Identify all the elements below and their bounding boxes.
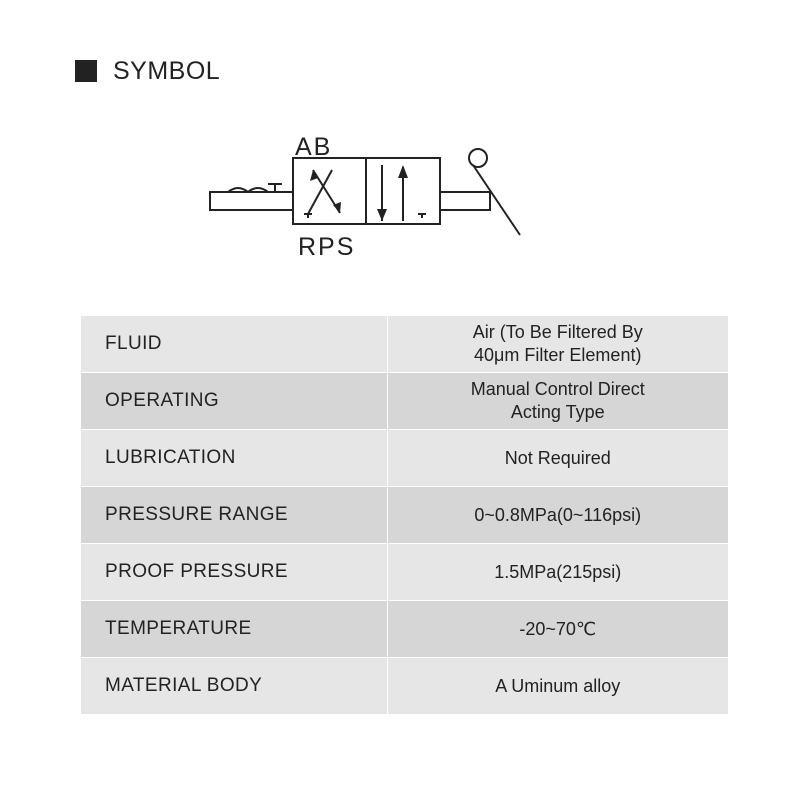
table-row bbox=[81, 373, 728, 430]
spec-label: TEMPERATURE bbox=[81, 601, 387, 658]
spec-label: PROOF PRESSURE bbox=[81, 544, 387, 601]
spec-value: 1.5MPa(215psi) bbox=[387, 544, 728, 601]
spec-label: MATERIAL BODY bbox=[81, 658, 387, 715]
spec-value: A Uminum alloy bbox=[387, 658, 728, 715]
table-row bbox=[81, 316, 728, 373]
table-row bbox=[81, 544, 728, 601]
table-row bbox=[81, 430, 728, 487]
table-row bbox=[81, 658, 728, 715]
valve-symbol-icon bbox=[200, 125, 530, 265]
spec-table bbox=[81, 316, 728, 715]
square-bullet-icon bbox=[75, 60, 97, 82]
table-row bbox=[81, 487, 728, 544]
table-row bbox=[81, 601, 728, 658]
port-label-bottom: RPS bbox=[298, 233, 356, 261]
spec-value: Air (To Be Filtered By 40μm Filter Element) bbox=[387, 316, 728, 373]
spec-value: 0~0.8MPa(0~116psi) bbox=[387, 487, 728, 544]
spec-label: PRESSURE RANGE bbox=[81, 487, 387, 544]
section-header bbox=[75, 55, 220, 87]
spec-value: Manual Control Direct Acting Type bbox=[387, 373, 728, 430]
port-label-top: AB bbox=[295, 133, 333, 161]
section-title: SYMBOL bbox=[113, 56, 221, 85]
spec-value: Not Required bbox=[387, 430, 728, 487]
spec-label: FLUID bbox=[81, 316, 387, 373]
spec-label: LUBRICATION bbox=[81, 430, 387, 487]
spec-label: OPERATING bbox=[81, 373, 387, 430]
spec-value: -20~70℃ bbox=[387, 601, 728, 658]
valve-symbol bbox=[200, 125, 530, 265]
